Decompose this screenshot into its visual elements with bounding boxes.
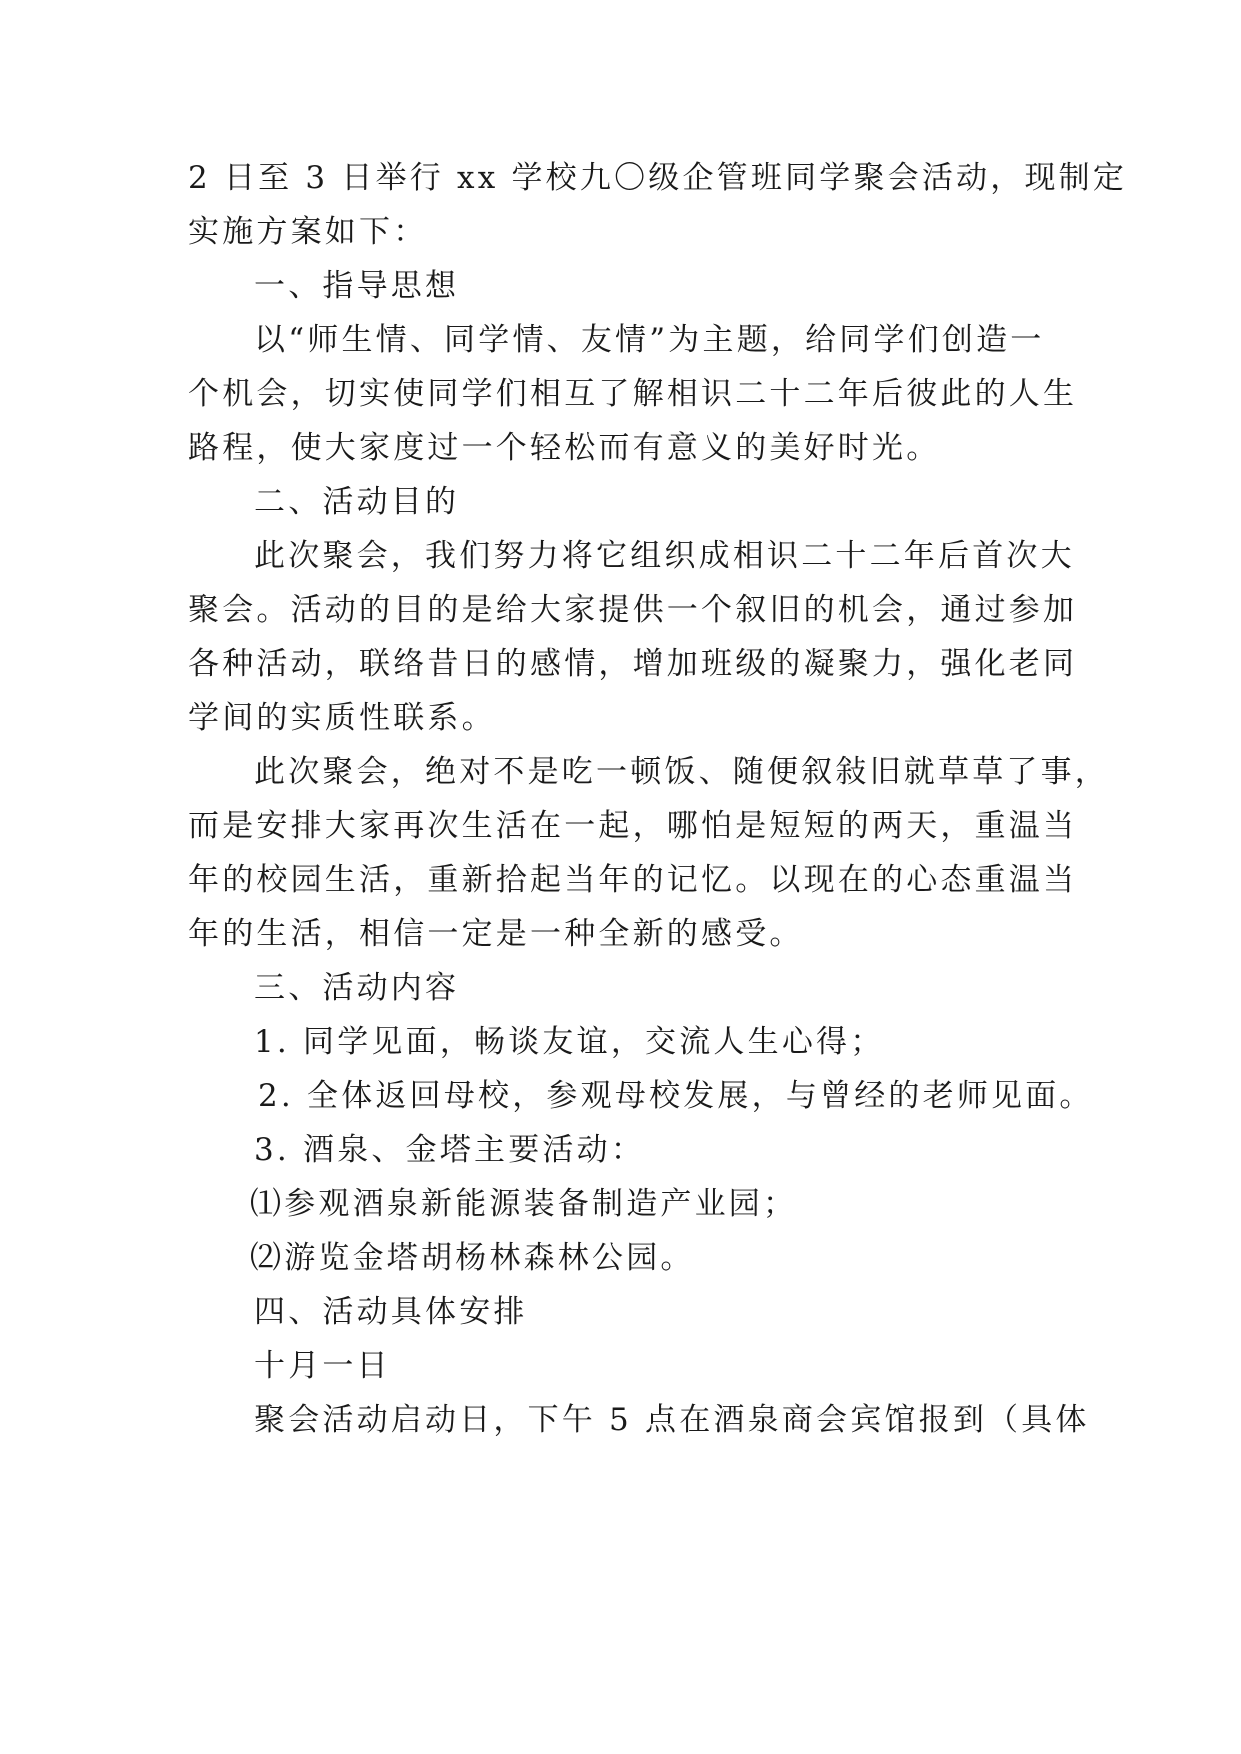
paragraph-line: 年的生活，相信一定是一种全新的感受。 — [188, 916, 804, 952]
paragraph-line: 学间的实质性联系。 — [188, 700, 496, 736]
paragraph-line: 个机会，切实使同学们相互了解相识二十二年后彼此的人生 — [188, 376, 1078, 412]
paragraph-line: 此次聚会，绝对不是吃一顿饭、随便叙敍旧就草草了事， — [254, 754, 1109, 790]
paragraph-line: 路程，使大家度过一个轻松而有意义的美好时光。 — [188, 430, 941, 466]
paragraph-line: 此次聚会，我们努力将它组织成相识二十二年后首次大 — [254, 538, 1075, 574]
sub-list-item: ⑴参观酒泉新能源装备制造产业园； — [250, 1186, 798, 1222]
list-item: 1. 同学见面，畅谈友谊，交流人生心得； — [254, 1024, 885, 1060]
paragraph-line: 聚会。活动的目的是给大家提供一个叙旧的机会，通过参加 — [188, 592, 1078, 628]
section-heading: 四、活动具体安排 — [254, 1294, 528, 1330]
list-item: 3. 酒泉、金塔主要活动： — [254, 1132, 646, 1168]
paragraph-line: 以“师生情、同学情、友情”为主题，给同学们创造一 — [254, 322, 1045, 358]
sub-list-item: ⑵游览金塔胡杨林森林公园。 — [250, 1240, 695, 1276]
list-item: 2. 全体返回母校，参观母校发展，与曾经的老师见面。 — [258, 1078, 1094, 1114]
paragraph-line: 2 日至 3 日举行 xx 学校九〇级企管班同学聚会活动，现制定 — [188, 160, 1128, 196]
paragraph-line: 而是安排大家再次生活在一起，哪怕是短短的两天，重温当 — [188, 808, 1078, 844]
section-heading: 三、活动内容 — [254, 970, 460, 1006]
paragraph-line: 各种活动，联络昔日的感情，增加班级的凝聚力，强化老同 — [188, 646, 1078, 682]
paragraph-line: 聚会活动启动日，下午 5 点在酒泉商会宾馆报到（具体 — [254, 1402, 1090, 1438]
date-heading: 十月一日 — [254, 1348, 391, 1384]
paragraph-line: 实施方案如下： — [188, 214, 428, 250]
section-heading: 二、活动目的 — [254, 484, 460, 520]
section-heading: 一、指导思想 — [254, 268, 460, 304]
paragraph-line: 年的校园生活，重新拾起当年的记忆。以现在的心态重温当 — [188, 862, 1078, 898]
